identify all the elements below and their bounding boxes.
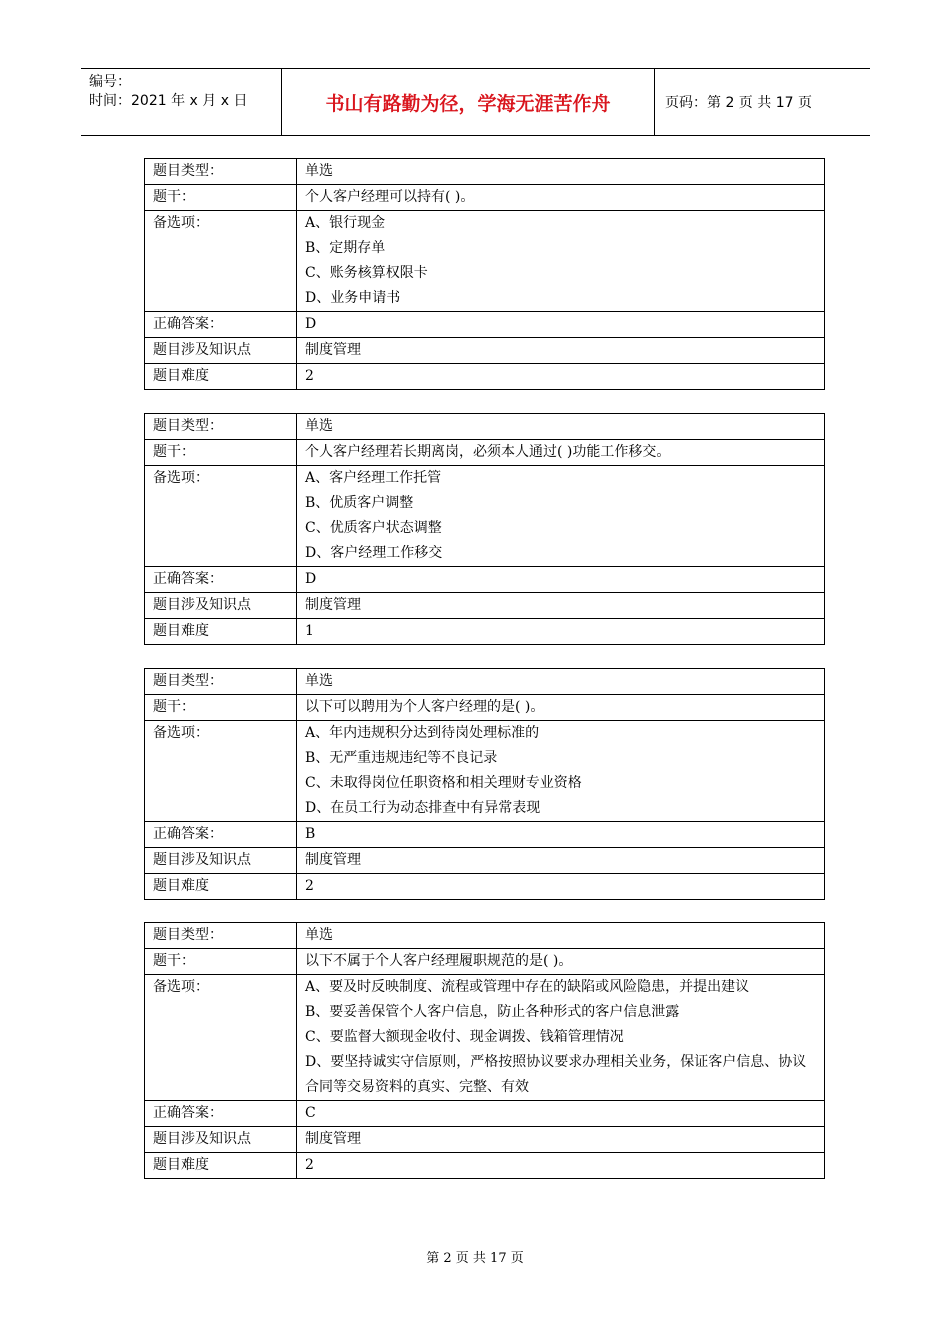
- question-table-1: [144, 158, 825, 390]
- answer-value: C: [297, 1101, 825, 1127]
- number-label: 编号：: [89, 74, 131, 90]
- page-footer: 第 2 页 共 17 页: [426, 1251, 524, 1266]
- options-list: [297, 721, 825, 822]
- question-table-4: [144, 922, 825, 1179]
- type-value: 单选: [297, 159, 825, 185]
- answer-value: D: [297, 312, 825, 338]
- type-value: 单选: [297, 414, 825, 440]
- stem-label: 题干：: [145, 440, 297, 466]
- options-label: 备选项：: [145, 211, 297, 312]
- stem-label: 题干：: [145, 949, 297, 975]
- answer-row: [145, 1101, 825, 1127]
- page-header: [81, 68, 870, 136]
- knowledge-value: 制度管理: [297, 848, 825, 874]
- stem-value: 个人客户经理可以持有( )。: [297, 185, 825, 211]
- stem-row: [145, 695, 825, 721]
- option-a: A、银行现金: [305, 215, 386, 231]
- answer-row: [145, 567, 825, 593]
- type-row: [145, 923, 825, 949]
- options-label: 备选项：: [145, 975, 297, 1101]
- knowledge-row: [145, 593, 825, 619]
- option-b: B、优质客户调整: [305, 495, 414, 511]
- option-c: C、优质客户状态调整: [305, 520, 442, 536]
- options-list: [297, 211, 825, 312]
- options-row: [145, 721, 825, 822]
- options-row: [145, 975, 825, 1101]
- knowledge-label: 题目涉及知识点: [145, 593, 297, 619]
- option-b: B、无严重违规违纪等不良记录: [305, 750, 498, 766]
- knowledge-value: 制度管理: [297, 593, 825, 619]
- stem-row: [145, 949, 825, 975]
- knowledge-value: 制度管理: [297, 338, 825, 364]
- options-label: 备选项：: [145, 721, 297, 822]
- option-b: B、定期存单: [305, 240, 386, 256]
- type-row: [145, 414, 825, 440]
- option-a: A、要及时反映制度、流程或管理中存在的缺陷或风险隐患，并提出建议: [305, 979, 750, 995]
- type-value: 单选: [297, 923, 825, 949]
- option-d: D、客户经理工作移交: [305, 545, 443, 561]
- type-value: 单选: [297, 669, 825, 695]
- difficulty-label: 题目难度: [145, 364, 297, 390]
- knowledge-label: 题目涉及知识点: [145, 1127, 297, 1153]
- type-label: 题目类型：: [145, 669, 297, 695]
- stem-label: 题干：: [145, 185, 297, 211]
- answer-row: [145, 312, 825, 338]
- type-label: 题目类型：: [145, 923, 297, 949]
- stem-row: [145, 185, 825, 211]
- options-label: 备选项：: [145, 466, 297, 567]
- option-b: B、要妥善保管个人客户信息，防止各种形式的客户信息泄露: [305, 1004, 680, 1020]
- knowledge-value: 制度管理: [297, 1127, 825, 1153]
- header-motto: 书山有路勤为径，学海无涯苦作舟: [282, 69, 655, 135]
- options-list: [297, 466, 825, 567]
- option-d: D、要坚持诚实守信原则，严格按照协议要求办理相关业务，保证客户信息、协议合同等交易资料的真实、完整、有效: [305, 1054, 807, 1095]
- difficulty-row: [145, 619, 825, 645]
- stem-value: 以下不属于个人客户经理履职规范的是( )。: [297, 949, 825, 975]
- options-list: [297, 975, 825, 1101]
- question-table-3: [144, 668, 825, 900]
- type-row: [145, 669, 825, 695]
- difficulty-value: 1: [297, 619, 825, 645]
- answer-label: 正确答案：: [145, 1101, 297, 1127]
- difficulty-row: [145, 364, 825, 390]
- knowledge-row: [145, 1127, 825, 1153]
- header-page-number: 页码：第 2 页 共 17 页: [665, 95, 812, 111]
- stem-row: [145, 440, 825, 466]
- answer-row: [145, 822, 825, 848]
- answer-value: B: [297, 822, 825, 848]
- answer-label: 正确答案：: [145, 567, 297, 593]
- stem-label: 题干：: [145, 695, 297, 721]
- time-label: 时间：2021 年 x 月 x 日: [89, 93, 248, 109]
- difficulty-label: 题目难度: [145, 874, 297, 900]
- knowledge-row: [145, 338, 825, 364]
- difficulty-value: 2: [297, 1153, 825, 1179]
- option-d: D、业务申请书: [305, 290, 401, 306]
- stem-value: 以下可以聘用为个人客户经理的是( )。: [297, 695, 825, 721]
- difficulty-value: 2: [297, 364, 825, 390]
- header-meta: [81, 69, 282, 135]
- options-row: [145, 466, 825, 567]
- option-c: C、要监督大额现金收付、现金调拨、钱箱管理情况: [305, 1029, 624, 1045]
- option-c: C、未取得岗位任职资格和相关理财专业资格: [305, 775, 582, 791]
- options-row: [145, 211, 825, 312]
- difficulty-row: [145, 1153, 825, 1179]
- knowledge-label: 题目涉及知识点: [145, 848, 297, 874]
- knowledge-row: [145, 848, 825, 874]
- difficulty-label: 题目难度: [145, 619, 297, 645]
- answer-label: 正确答案：: [145, 822, 297, 848]
- difficulty-label: 题目难度: [145, 1153, 297, 1179]
- type-label: 题目类型：: [145, 159, 297, 185]
- option-a: A、年内违规积分达到待岗处理标准的: [305, 725, 540, 741]
- option-a: A、客户经理工作托管: [305, 470, 442, 486]
- question-table-2: [144, 413, 825, 645]
- type-label: 题目类型：: [145, 414, 297, 440]
- stem-value: 个人客户经理若长期离岗，必须本人通过( )功能工作移交。: [297, 440, 825, 466]
- answer-value: D: [297, 567, 825, 593]
- option-c: C、账务核算权限卡: [305, 265, 428, 281]
- option-d: D、在员工行为动态排查中有异常表现: [305, 800, 541, 816]
- type-row: [145, 159, 825, 185]
- knowledge-label: 题目涉及知识点: [145, 338, 297, 364]
- difficulty-row: [145, 874, 825, 900]
- answer-label: 正确答案：: [145, 312, 297, 338]
- difficulty-value: 2: [297, 874, 825, 900]
